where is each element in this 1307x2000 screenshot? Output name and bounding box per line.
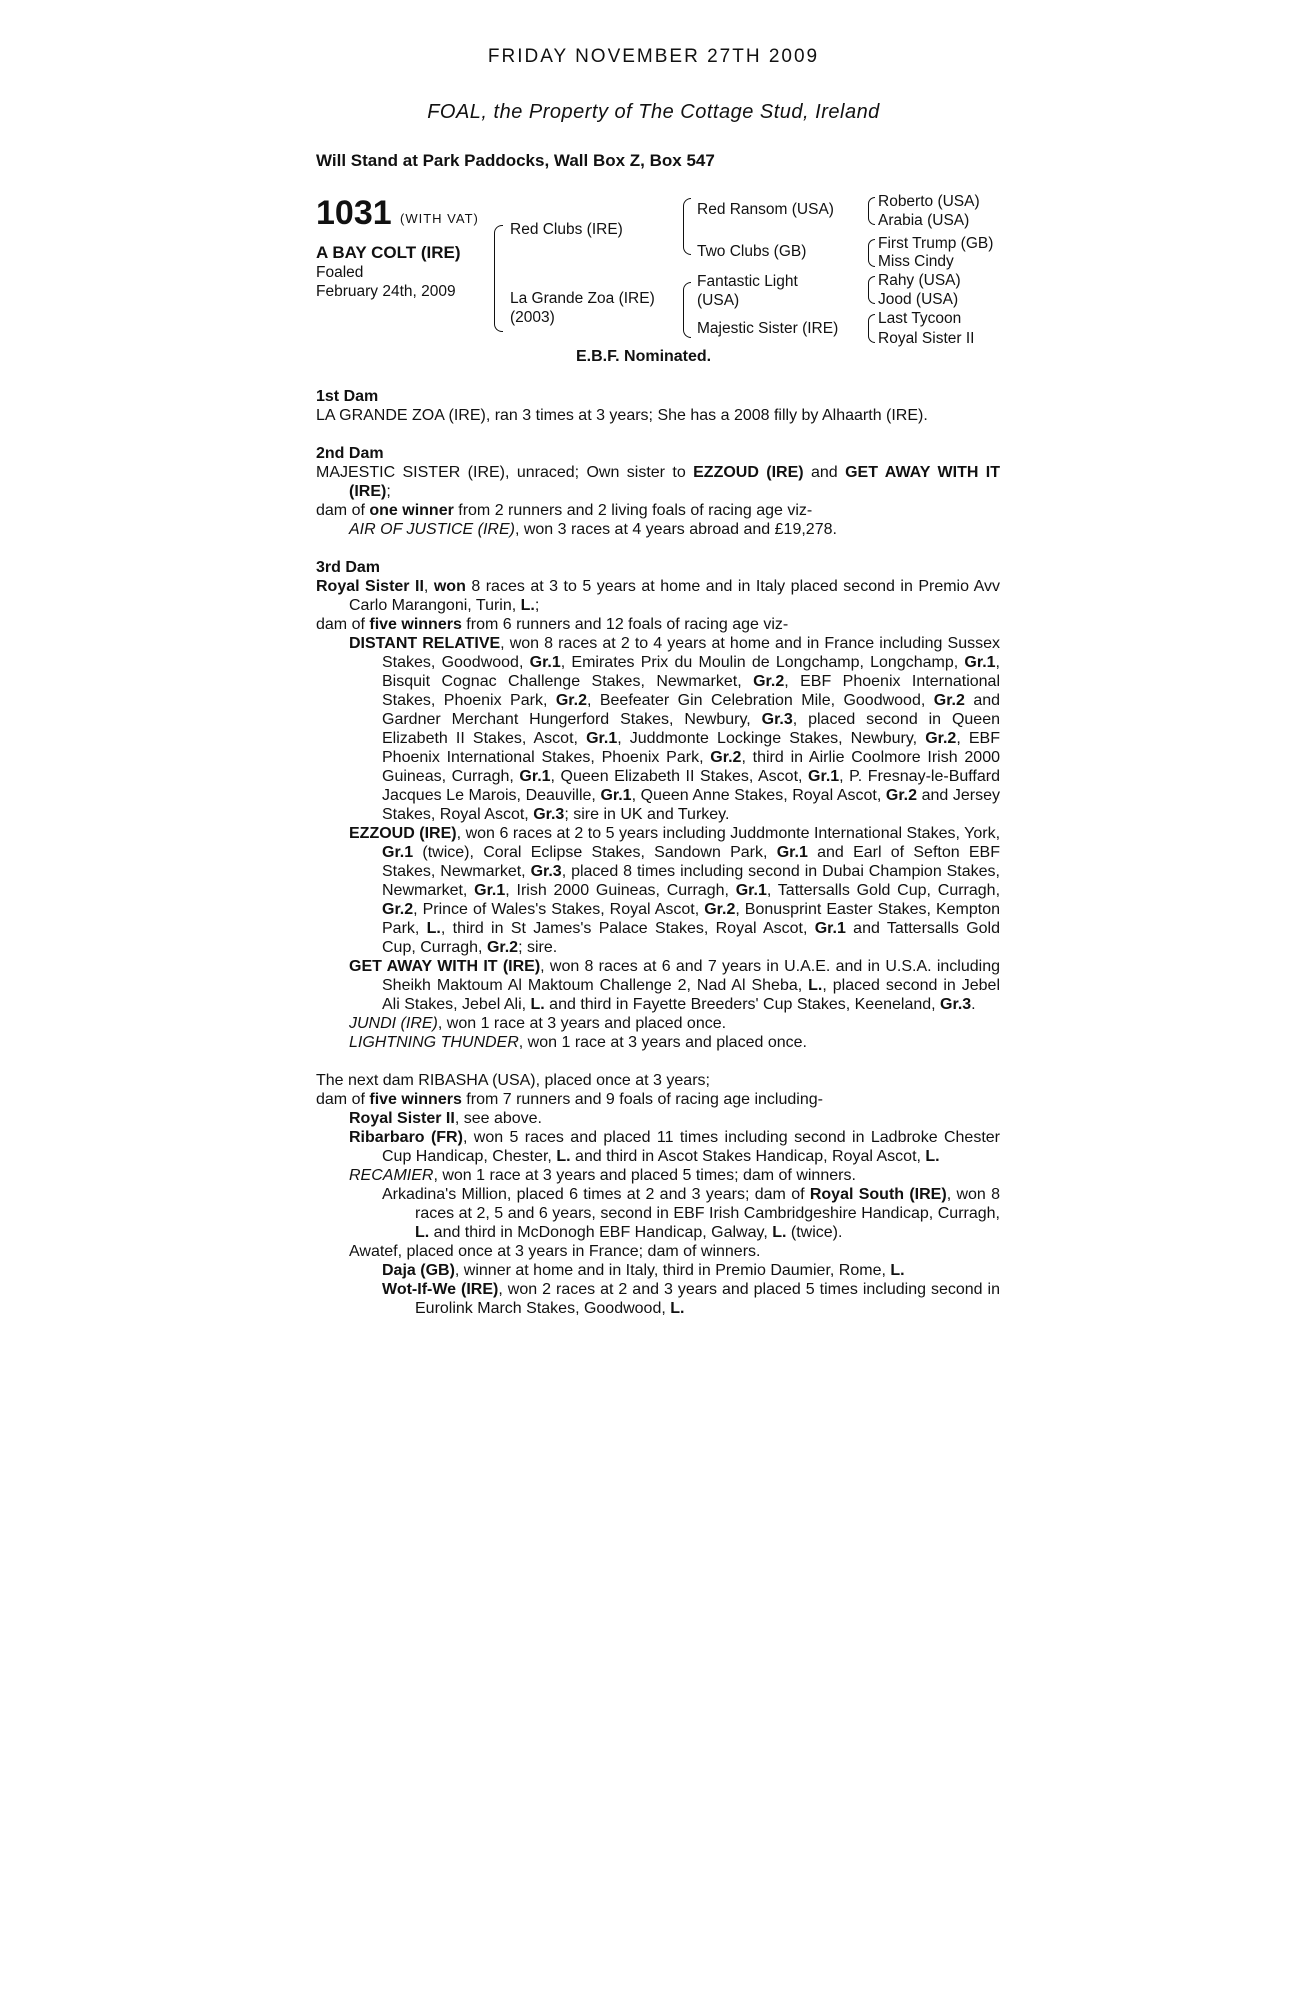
produce-entry: Awatef, placed once at 3 years in France; dam of winners. — [349, 1243, 761, 1260]
lot-title: A BAY COLT (IRE) — [316, 243, 461, 262]
dam-sire-suffix: (USA) — [697, 292, 740, 309]
brace-dam — [683, 282, 691, 338]
brace-generation-1 — [494, 225, 503, 332]
produce-entry: Arkadina's Million, placed 6 times at 2 and 3 years; dam of Royal South (IRE), won 8 races at 2, 5 and 6 years, second in EBF Irish Cambridgeshire Handicap, Curragh, L. and third in McDonogh EBF Handicap, Galway, L. (twice). — [382, 1186, 1000, 1241]
vendor-line: FOAL, the Property of The Cottage Stud, Ireland — [427, 101, 880, 123]
produce-entry: Royal Sister II, see above. — [349, 1110, 542, 1127]
second-dam-produce: dam of one winner from 2 runners and 2 living foals of racing age viz- — [316, 502, 813, 519]
sibling-name: EZZOUD (IRE) — [693, 464, 804, 481]
brace-dd — [868, 314, 875, 343]
brace-sire — [683, 198, 691, 255]
foaled-date: February 24th, 2009 — [316, 283, 456, 300]
vat-note: (WITH VAT) — [400, 211, 479, 226]
dam-year: (2003) — [510, 309, 555, 326]
sire-dam: Two Clubs (GB) — [697, 243, 807, 260]
sire-sire: Red Ransom (USA) — [697, 201, 834, 218]
produce-entry: EZZOUD (IRE), won 6 races at 2 to 5 years including Juddmonte International Stakes, York, Gr.1 (twice), Coral Eclipse Stakes, Sandown Park, Gr.1 and Earl of Sefton EBF Stakes, Newmarket, Gr.3, placed 8 times including second in Dubai Champion Stakes, Newmarket, Gr.1, Irish 2000 Guineas, Curragh, Gr.1, Tattersalls Gold Cup, Curragh, Gr.2, Prince of Wales's Stakes, Royal Ascot, Gr.2, Bonusprint Easter Stakes, Kempton Park, L., third in St James's Palace Stakes, Royal Ascot, Gr.1 and Tattersalls Gold Cup, Curragh, Gr.2; sire. — [349, 825, 1001, 956]
next-dam-produce: dam of five winners from 7 runners and 9 foals of racing age including- — [316, 1091, 823, 1108]
first-dam-text: LA GRANDE ZOA (IRE), ran 3 times at 3 years; She has a 2008 filly by Alhaarth (IRE). — [316, 407, 928, 424]
produce-entry: LIGHTNING THUNDER, won 1 race at 3 years and placed once. — [349, 1034, 807, 1051]
dam-dam-sire: Last Tycoon — [878, 310, 962, 327]
produce-entry: Ribarbaro (FR), won 5 races and placed 11 times including second in Ladbroke Chester Cup Handicap, Chester, L. and third in Ascot Stakes Handicap, Royal Ascot, L. — [349, 1129, 1001, 1165]
produce-entry: Daja (GB), winner at home and in Italy, third in Premio Daumier, Rome, L. — [382, 1262, 905, 1279]
third-dam-record: Royal Sister II, won 8 races at 3 to 5 years at home and in Italy placed second in Premio Avv Carlo Marangoni, Turin, L.; — [316, 578, 1000, 614]
third-dam-heading: 3rd Dam — [316, 559, 381, 576]
dam-sire-dam: Jood (USA) — [878, 291, 959, 308]
produce-entry: GET AWAY WITH IT (IRE), won 8 races at 6 and 7 years in U.A.E. and in U.S.A. including Sheikh Maktoum Al Maktoum Challenge 2, Nad Al Sheba, L., placed second in Jebel Ali Stakes, Jebel Ali, L. and third in Fayette Breeders' Cup Stakes, Keeneland, Gr.3. — [349, 958, 1001, 1013]
sire: Red Clubs (IRE) — [510, 221, 623, 238]
sire-dam-dam: Miss Cindy — [878, 253, 954, 270]
produce-record — [316, 387, 1000, 1318]
sire-sire-sire: Roberto (USA) — [878, 193, 980, 210]
produce-entry: Wot-If-We (IRE), won 2 races at 2 and 3 years and placed 5 times including second in Eurolink March Stakes, Goodwood, L. — [382, 1281, 1001, 1317]
lot-number: 1031 — [316, 194, 392, 232]
first-dam-heading: 1st Dam — [316, 388, 379, 405]
dam-dam-dam: Royal Sister II — [878, 330, 975, 347]
ebf-note: E.B.F. Nominated. — [576, 348, 712, 365]
dam: La Grande Zoa (IRE) — [510, 290, 655, 307]
produce-entry: RECAMIER, won 1 race at 3 years and placed 5 times; dam of winners. — [349, 1167, 856, 1184]
brace-ss — [868, 197, 875, 225]
foaled-label: Foaled — [316, 264, 364, 281]
sibling-name: GET AWAY WITH IT (IRE) — [349, 464, 1001, 500]
produce-entry: AIR OF JUSTICE (IRE), won 3 races at 4 years abroad and £19,278. — [349, 521, 837, 538]
sale-date: FRIDAY NOVEMBER 27TH 2009 — [487, 46, 820, 67]
produce-entry: DISTANT RELATIVE, won 8 races at 2 to 4 years at home and in France including Sussex Stakes, Goodwood, Gr.1, Emirates Prix du Moulin de Longchamp, Longchamp, Gr.1, Bisquit Cognac Challenge Stakes, Newmarket, Gr.2, EBF Phoenix International Stakes, Phoenix Park, Gr.2, Beefeater Gin Celebration Mile, Goodwood, Gr.2 and Gardner Merchant Hungerford Stakes, Newbury, Gr.3, placed second in Queen Elizabeth II Stakes, Ascot, Gr.1, Juddmonte Lockinge Stakes, Newbury, Gr.2, EBF Phoenix International Stakes, Phoenix Park, Gr.2, third in Airlie Coolmore Irish 2000 Guineas, Curragh, Gr.1, Queen Elizabeth II Stakes, Ascot, Gr.1, P. Fresnay-le-Buffard Jacques Le Marois, Deauville, Gr.1, Queen Anne Stakes, Royal Ascot, Gr.2 and Jersey Stakes, Royal Ascot, Gr.3; sire in UK and Turkey. — [349, 635, 1001, 823]
dam-sire: Fantastic Light — [697, 273, 798, 290]
dam-sire-sire: Rahy (USA) — [878, 272, 961, 289]
produce-entry: JUNDI (IRE), won 1 race at 3 years and placed once. — [349, 1015, 727, 1032]
brace-ds — [868, 276, 875, 304]
brace-sd — [868, 239, 875, 267]
stand-location: Will Stand at Park Paddocks, Wall Box Z, Box 547 — [316, 151, 715, 170]
second-dam-record: MAJESTIC SISTER (IRE), unraced; Own sister to EZZOUD (IRE) and GET AWAY WITH IT (IRE); — [316, 464, 1001, 500]
second-dam-heading: 2nd Dam — [316, 445, 384, 462]
sire-dam-sire: First Trump (GB) — [878, 235, 994, 252]
dam-dam: Majestic Sister (IRE) — [697, 320, 839, 337]
sire-sire-dam: Arabia (USA) — [878, 212, 970, 229]
third-dam-produce: dam of five winners from 6 runners and 12 foals of racing age viz- — [316, 616, 789, 633]
next-dam-record: The next dam RIBASHA (USA), placed once at 3 years; — [316, 1072, 710, 1089]
